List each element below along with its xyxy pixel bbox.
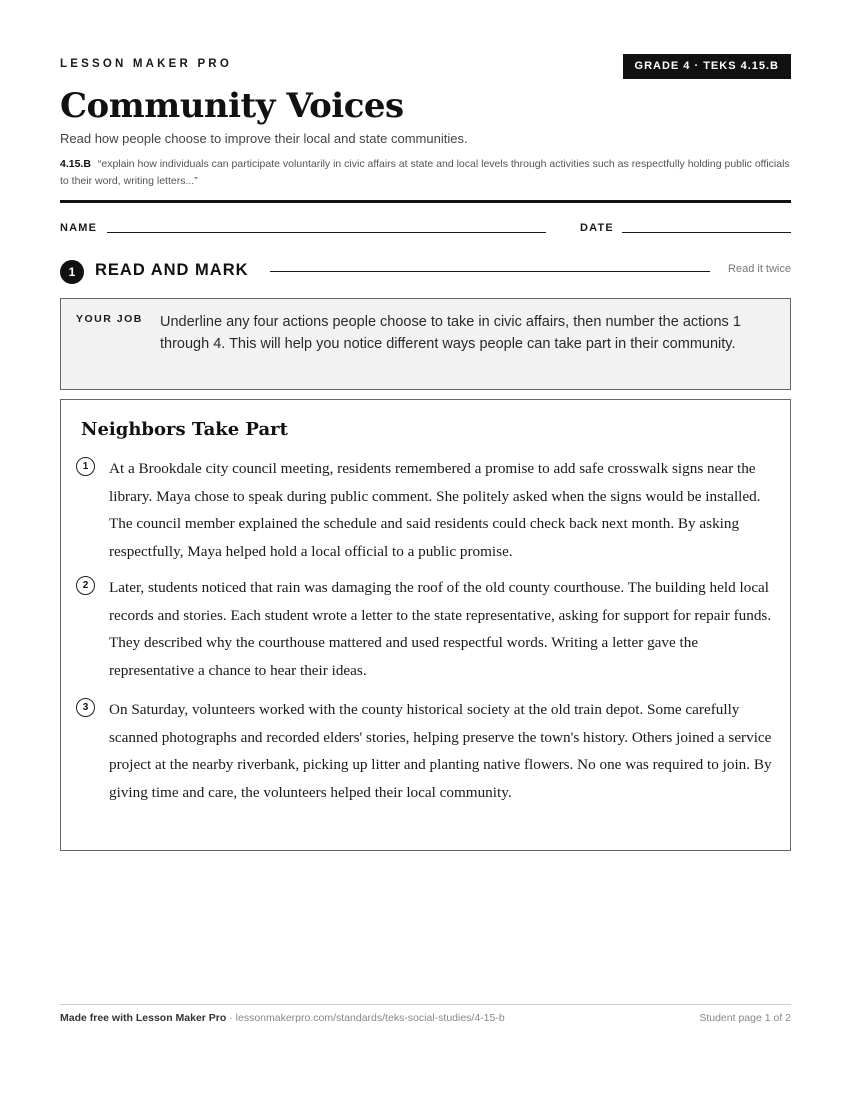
paragraph-number-1: 1: [76, 457, 95, 476]
your-job-instructions: Underline any four actions people choose to take in civic affairs, then number the actions 1 through 4. This will help you notice different ways people can take part in their community.: [160, 314, 741, 352]
section-rule: [270, 271, 710, 272]
paragraph-text-1[interactable]: At a Brookdale city council meeting, residents remembered a promise to add safe crosswalk signs near the library. Maya chose to speak during public comment. She politely asked when the signs would be installed. The council member explained the schedule and said residents could check back next month. By asking respectfully, Maya helped hold a local official to a public promise.: [109, 460, 761, 560]
paragraph-number-2: 2: [76, 576, 95, 595]
brand-name: LESSON MAKER PRO: [60, 58, 232, 70]
section-title: READ AND MARK: [95, 261, 249, 279]
header-divider: [60, 200, 791, 203]
page-subtitle: Read how people choose to improve their local and state communities.: [60, 131, 468, 146]
footer-url[interactable]: lessonmakerpro.com/standards/teks-social-studies/4-15-b: [235, 1012, 505, 1024]
standard-code: 4.15.B: [60, 158, 91, 170]
footer-credit: [60, 1012, 505, 1024]
footer-divider: [60, 1004, 791, 1005]
name-field-line[interactable]: [107, 232, 546, 233]
reading-title: Neighbors Take Part: [81, 419, 288, 440]
section-note: Read it twice: [728, 263, 791, 275]
date-field-line[interactable]: [622, 232, 791, 233]
worksheet-page: [60, 0, 791, 1100]
section-number-badge: 1: [60, 260, 84, 284]
paragraph-text-3[interactable]: On Saturday, volunteers worked with the county historical society at the old train depot. Some carefully scanned photographs and recorded elders' stories, helping preserve the town's history. Others joined a service project at the nearby riverbank, picking up litter and planting native flowers. No one was required to join. By giving time and care, the volunteers helped their local community.: [109, 701, 772, 801]
footer-page-number: Student page 1 of 2: [699, 1012, 791, 1024]
footer-made-with: Made free with Lesson Maker Pro: [60, 1012, 227, 1024]
name-label: NAME: [60, 222, 98, 234]
date-label: DATE: [580, 222, 614, 234]
footer-separator: ·: [226, 1012, 236, 1024]
reading-passage-box: [60, 399, 791, 851]
paragraph-number-3: 3: [76, 698, 95, 717]
standard-text: “explain how individuals can participate voluntarily in civic affairs at state and local levels through activities such as respectfully holding public officials to their word, writing letters...”: [60, 158, 790, 187]
grade-badge: GRADE 4 · TEKS 4.15.B: [623, 54, 791, 79]
page-title: Community Voices: [60, 86, 404, 126]
standard-quote: [60, 156, 791, 190]
your-job-label: YOUR JOB: [76, 313, 143, 325]
paragraph-text-2[interactable]: Later, students noticed that rain was damaging the roof of the old county courthouse. The building held local records and stories. Each student wrote a letter to the state representative, asking for support for repair funds. They described why the courthouse mattered and used respectful words. Writing a letter gave the representative a chance to hear their ideas.: [109, 579, 772, 679]
your-job-box: [60, 298, 791, 390]
